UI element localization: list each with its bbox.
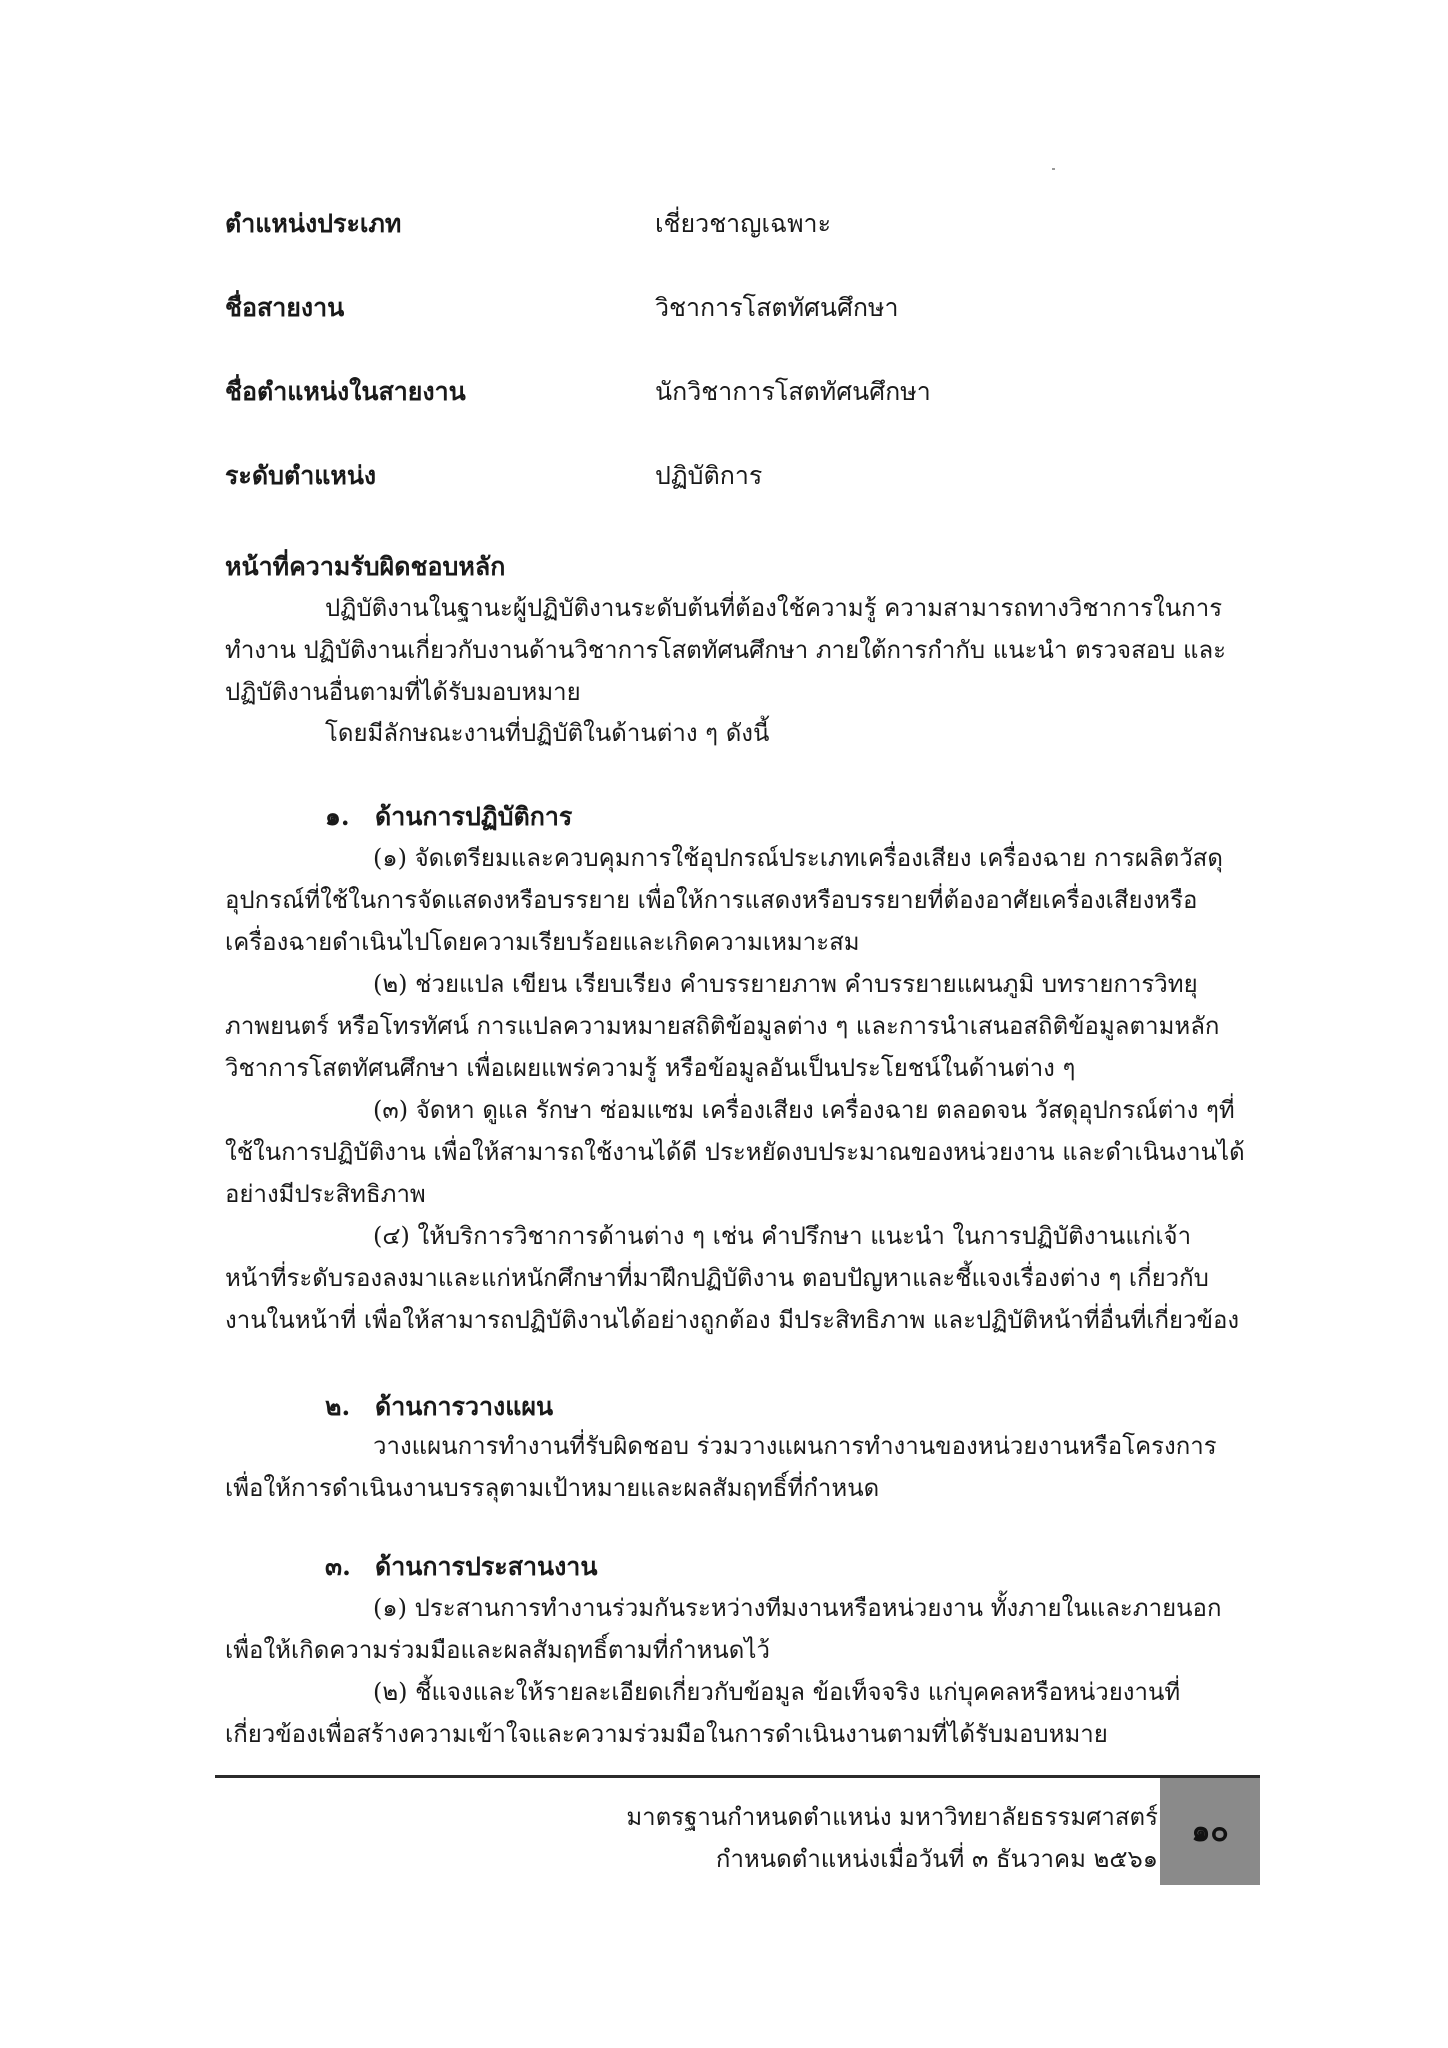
section-number: ๑. <box>325 802 350 831</box>
section-2-item-1: วางแผนการทำงานที่รับผิดชอบ ร่วมวางแผนการทำงานของหน่วยงานหรือโครงการเพื่อให้การดำเนินงานบรรลุตามเป้าหมายและผลสัมฤทธิ์ที่กำหนด <box>225 1432 1217 1502</box>
field-value-position-type: เชี่ยวชาญเฉพาะ <box>655 209 832 238</box>
scan-speck <box>1052 168 1055 170</box>
field-label-position-level: ระดับตำแหน่ง <box>225 461 377 490</box>
field-value-line-name: วิชาการโสตทัศนศึกษา <box>655 293 899 322</box>
section-1-item-3: (๓) จัดหา ดูแล รักษา ซ่อมแซม เครื่องเสียง เครื่องฉาย ตลอดจน วัสดุอุปกรณ์ต่าง ๆที่ใช้ในการปฏิบัติงาน เพื่อให้สามารถใช้งานได้ดี ประหยัดงบประมาณของหน่วยงาน และดำเนินงานได้อย่างมีประสิทธิภาพ <box>225 1096 1245 1208</box>
intro-paragraph-2: โดยมีลักษณะงานที่ปฏิบัติในด้านต่าง ๆ ดังนี้ <box>325 719 770 747</box>
footer-date: กำหนดตำแหน่งเมื่อวันที่ ๓ ธันวาคม ๒๕๖๑ <box>715 1845 1158 1873</box>
section-title: ด้านการวางแผน <box>375 1392 554 1421</box>
section-number: ๓. <box>325 1552 351 1581</box>
main-heading: หน้าที่ความรับผิดชอบหลัก <box>225 552 506 581</box>
section-heading-1 <box>325 800 572 834</box>
field-value-position-name: นักวิชาการโสตทัศนศึกษา <box>655 377 931 406</box>
section-3-item-1: (๑) ประสานการทำงานร่วมกันระหว่างทีมงานหรือหน่วยงาน ทั้งภายในและภายนอกเพื่อให้เกิดความร่วมมือและผลสัมฤทธิ์ตามที่กำหนดไว้ <box>225 1594 1222 1664</box>
section-3-item-2: (๒) ชี้แจงและให้รายละเอียดเกี่ยวกับข้อมูล ข้อเท็จจริง แก่บุคคลหรือหน่วยงานที่เกี่ยวข้องเพื่อสร้างความเข้าใจและความร่วมมือในการดำเนินงานตามที่ได้รับมอบหมาย <box>225 1678 1181 1748</box>
section-heading-3 <box>325 1550 597 1584</box>
intro-paragraph: ปฏิบัติงานในฐานะผู้ปฏิบัติงานระดับต้นที่ต้องใช้ความรู้ ความสามารถทางวิชาการในการทำงาน ปฏิบัติงานเกี่ยวกับงานด้านวิชาการโสตทัศนศึกษา ภายใต้การกำกับ แนะนำ ตรวจสอบ และปฏิบัติงานอื่นตามที่ได้รับมอบหมาย <box>225 594 1227 706</box>
section-1-item-4: (๔) ให้บริการวิชาการด้านต่าง ๆ เช่น คำปรึกษา แนะนำ ในการปฏิบัติงานแก่เจ้าหน้าที่ระดับรองลงมาและแก่หนักศึกษาที่มาฝึกปฏิบัติงาน ตอบปัญหาและชี้แจงเรื่องต่าง ๆ เกี่ยวกับงานในหน้าที่ เพื่อให้สามารถปฏิบัติงานได้อย่างถูกต้อง มีประสิทธิภาพ และปฏิบัติหน้าที่อื่นที่เกี่ยวข้อง <box>225 1222 1240 1334</box>
field-label-line-name: ชื่อสายงาน <box>225 293 345 322</box>
section-1-item-1: (๑) จัดเตรียมและควบคุมการใช้อุปกรณ์ประเภทเครื่องเสียง เครื่องฉาย การผลิตวัสดุอุปกรณ์ที่ใช้ในการจัดแสดงหรือบรรยาย เพื่อให้การแสดงหรือบรรยายที่ต้องอาศัยเครื่องเสียงหรือเครื่องฉายดำเนินไปโดยความเรียบร้อยและเกิดความเหมาะสม <box>225 844 1223 956</box>
field-label-position-type: ตำแหน่งประเภท <box>225 209 402 238</box>
section-number: ๒. <box>325 1392 351 1421</box>
field-label-position-name: ชื่อตำแหน่งในสายงาน <box>225 377 466 406</box>
footer-title: มาตรฐานกำหนดตำแหน่ง มหาวิทยาลัยธรรมศาสตร์ <box>626 1803 1158 1831</box>
page-number: ๑๐ <box>1160 1778 1260 1885</box>
footer-divider <box>215 1775 1260 1778</box>
section-title: ด้านการประสานงาน <box>375 1552 598 1581</box>
section-heading-2 <box>325 1390 553 1424</box>
section-title: ด้านการปฏิบัติการ <box>375 802 573 831</box>
field-value-position-level: ปฏิบัติการ <box>655 461 763 490</box>
section-1-item-2: (๒) ช่วยแปล เขียน เรียบเรียง คำบรรยายภาพ คำบรรยายแผนภูมิ บทรายการวิทยุภาพยนตร์ หรือโทรทัศน์ การแปลความหมายสถิติข้อมูลต่าง ๆ และการนำเสนอสถิติข้อมูลตามหลักวิชาการโสตทัศนศึกษา เพื่อเผยแพร่ความรู้ หรือข้อมูลอันเป็นประโยชน์ในด้านต่าง ๆ <box>225 970 1220 1082</box>
